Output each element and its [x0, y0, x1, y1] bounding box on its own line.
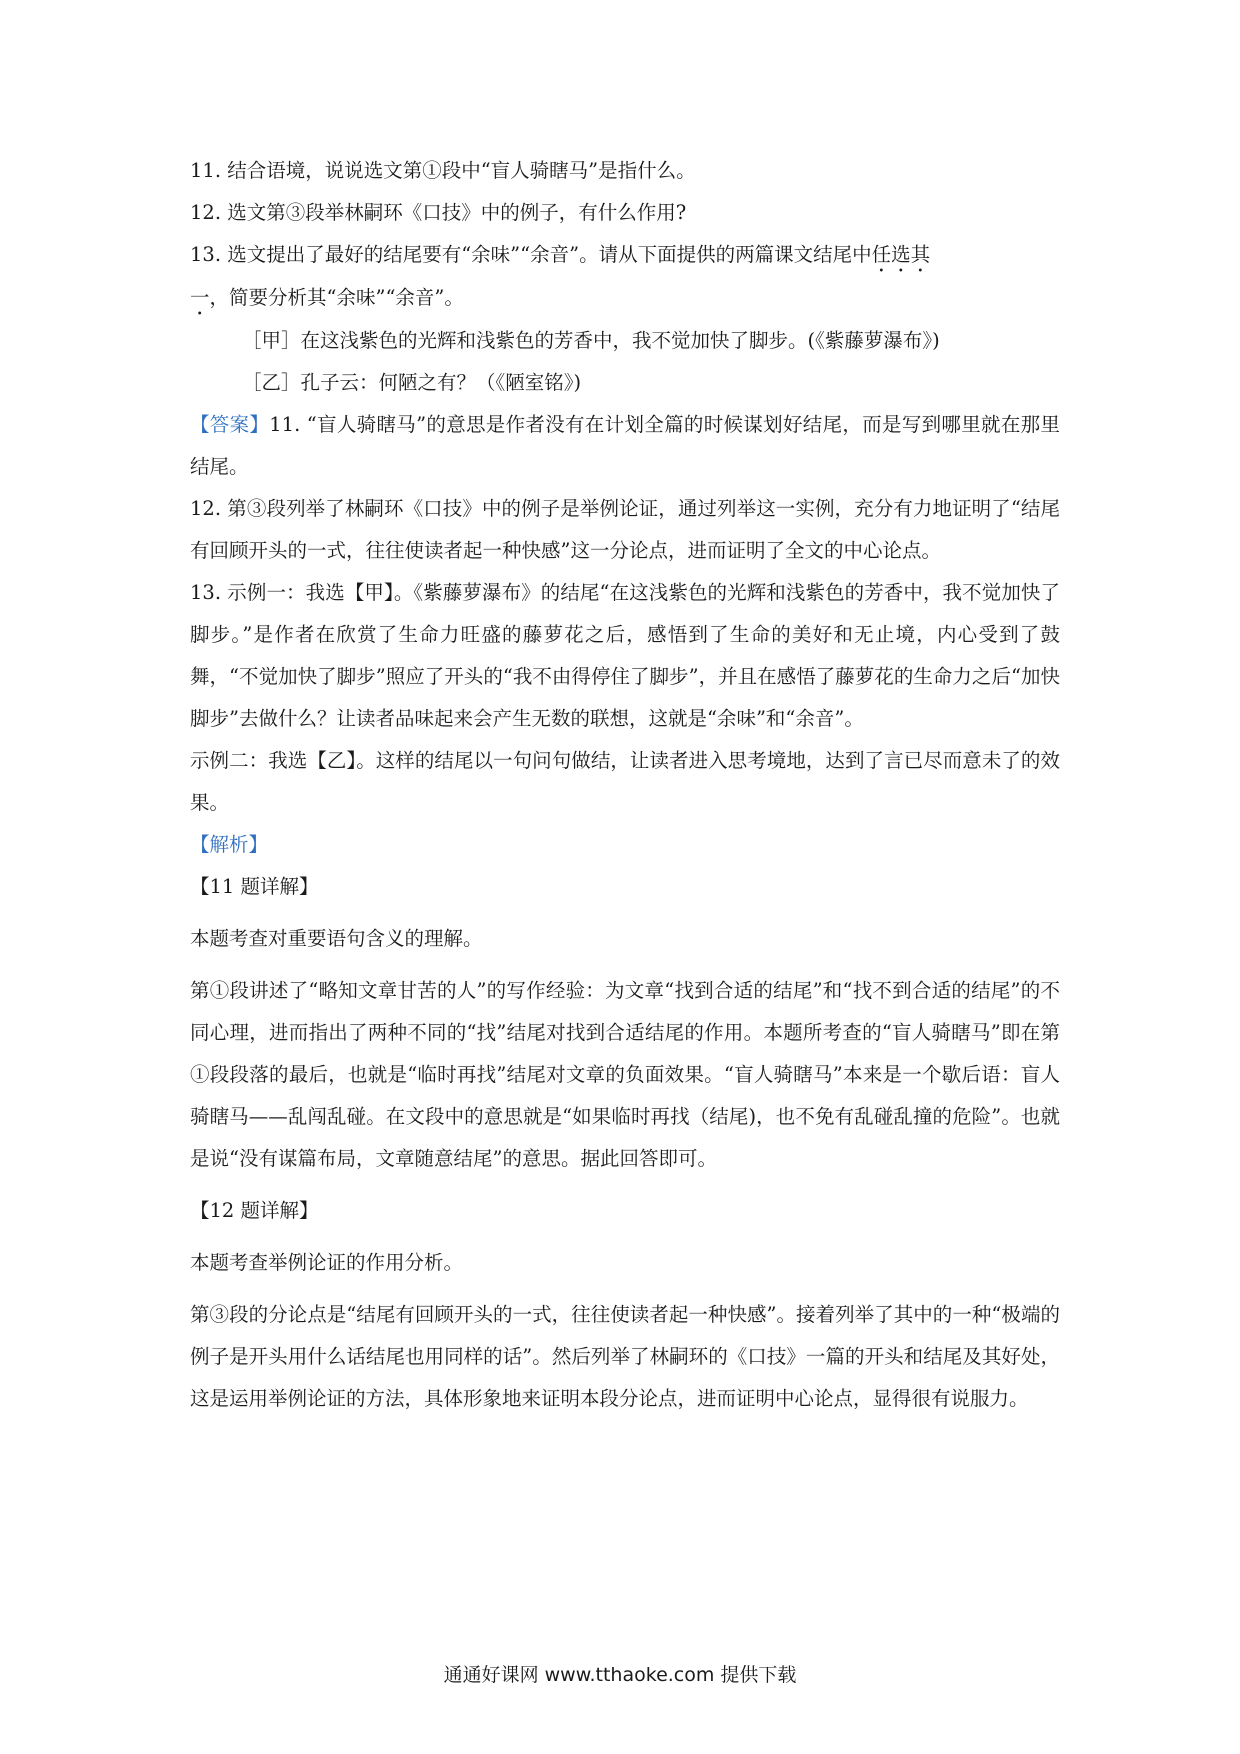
- analysis-label: 【解析】: [190, 833, 269, 856]
- document-page: [190, 150, 1060, 1420]
- quote-yi: ［乙］孔子云：何陋之有？（《陋室铭》): [242, 371, 582, 394]
- analysis-12-body: 第③段的分论点是“结尾有回顾开头的一式，往往使读者起一种快感”。接着列举了其中的一种“极端的例子是开头用什么话结尾也用同样的话”。然后列举了林嗣环的《口技》一篇的开头和结尾及其好处，这是运用举例论证的方法，具体形象地来证明本段分论点，进而证明中心论点，显得很有说服力。: [190, 1303, 1060, 1410]
- answer-13-example-2: 示例二：我选【乙】。这样的结尾以一句问句做结，让读者进入思考境地，达到了言已尽而意未了的效果。: [190, 749, 1060, 814]
- question-11: 11. 结合语境，说说选文第①段中“盲人骑瞎马”是指什么。: [190, 159, 696, 182]
- analysis-11-heading: 【11 题详解】: [190, 875, 319, 898]
- emphasis-text: 任选其: [871, 243, 931, 266]
- analysis-11-body: 第①段讲述了“略知文章甘苦的人”的写作经验：为文章“找到合适的结尾”和“找不到合适的结尾”的不同心理，进而指出了两种不同的“找”结尾对找到合适结尾的作用。本题所考查的“盲人骑瞎马”即在第①段段落的最后，也就是“临时再找”结尾对文章的负面效果。“盲人骑瞎马”本来是一个歇后语：盲人骑瞎马——乱闯乱碰。在文段中的意思就是“如果临时再找（结尾)，也不免有乱碰乱撞的危险”。也就是说“没有谋篇布局，文章随意结尾”的意思。据此回答即可。: [190, 979, 1060, 1170]
- emphasis-text: 一: [190, 286, 210, 309]
- analysis-11-intro: 本题考查对重要语句含义的理解。: [190, 927, 483, 950]
- analysis-12-intro: 本题考查举例论证的作用分析。: [190, 1251, 464, 1274]
- answer-13-example-1: 13. 示例一：我选【甲】。《紫藤萝瀑布》的结尾“在这浅紫色的光辉和浅紫色的芳香中，我不觉加快了脚步。”是作者在欣赏了生命力旺盛的藤萝花之后，感悟到了生命的美好和无止境，内心受到了鼓舞，“不觉加快了脚步”照应了开头的“我不由得停住了脚步”，并且在感悟了藤萝花的生命力之后“加快脚步”去做什么？让读者品味起来会产生无数的联想，这就是“余味”和“余音”。: [190, 581, 1060, 730]
- answer-12: 12. 第③段列举了林嗣环《口技》中的例子是举例论证，通过列举这一实例，充分有力地证明了“结尾有回顾开头的一式，往往使读者起一种快感”这一分论点，进而证明了全文的中心论点。: [190, 497, 1060, 562]
- quote-jia: ［甲］在这浅紫色的光辉和浅紫色的芳香中，我不觉加快了脚步。(《紫藤萝瀑布》): [242, 329, 940, 352]
- answer-label: 【答案】: [190, 413, 270, 436]
- question-12: 12. 选文第③段举林嗣环《口技》中的例子，有什么作用?: [190, 201, 687, 224]
- question-13: 13. 选文提出了最好的结尾要有“余味”“余音”。请从下面提供的两篇课文结尾中任选其 一，简要分析其“余味”“余音”。: [190, 243, 931, 309]
- answer-11: 【答案】11. “盲人骑瞎马”的意思是作者没有在计划全篇的时候谋划好结尾，而是写到哪里就在那里结尾。: [190, 413, 1060, 478]
- page-footer: 通通好课网 www.tthaoke.com 提供下载: [443, 1664, 797, 1686]
- analysis-12-heading: 【12 题详解】: [190, 1199, 319, 1222]
